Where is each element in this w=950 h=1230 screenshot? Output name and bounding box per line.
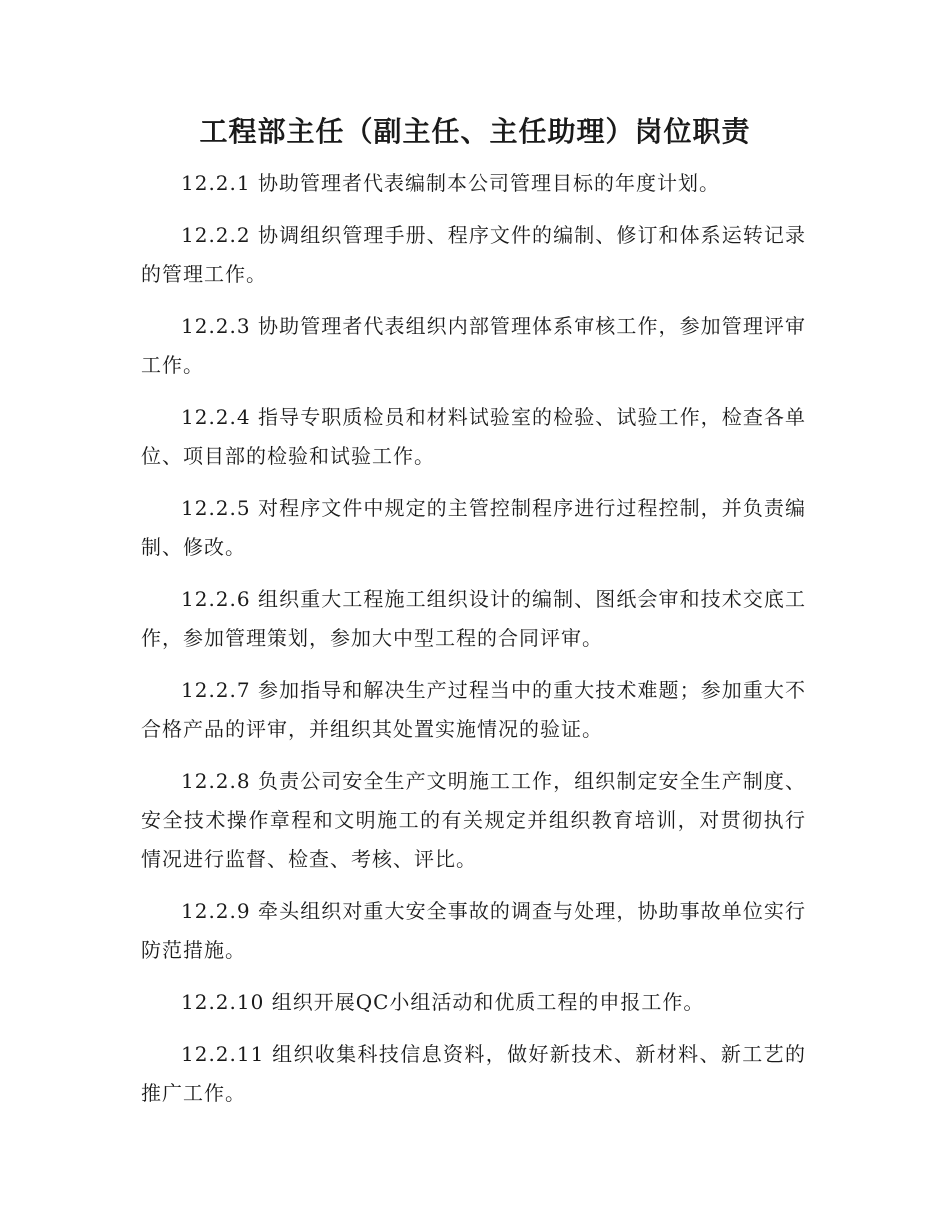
duty-paragraph-12-2-3: 12.2.3 协助管理者代表组织内部管理体系审核工作，参加管理评审工作。: [141, 314, 806, 377]
document-body: [141, 164, 806, 1126]
duty-paragraph-12-2-11: 12.2.11 组织收集科技信息资料，做好新技术、新材料、新工艺的推广工作。: [141, 1042, 806, 1105]
duty-paragraph-12-2-9: 12.2.9 牵头组织对重大安全事故的调查与处理，协助事故单位实行防范措施。: [141, 899, 806, 962]
document-title: 工程部主任（副主任、主任助理）岗位职责: [199, 115, 751, 148]
duty-paragraph-12-2-7: 12.2.7 参加指导和解决生产过程当中的重大技术难题；参加重大不合格产品的评审，并组织其处置实施情况的验证。: [141, 678, 806, 741]
duty-paragraph-12-2-5: 12.2.5 对程序文件中规定的主管控制程序进行过程控制，并负责编制、修改。: [141, 496, 806, 559]
duty-paragraph-12-2-6: 12.2.6 组织重大工程施工组织设计的编制、图纸会审和技术交底工作，参加管理策划，参加大中型工程的合同评审。: [141, 587, 806, 650]
duty-paragraph-12-2-10: 12.2.10 组织开展QC小组活动和优质工程的申报工作。: [181, 990, 705, 1014]
duty-paragraph-12-2-4: 12.2.4 指导专职质检员和材料试验室的检验、试验工作，检查各单位、项目部的检验和试验工作。: [141, 405, 806, 468]
duty-paragraph-12-2-2: 12.2.2 协调组织管理手册、程序文件的编制、修订和体系运转记录的管理工作。: [141, 223, 806, 286]
duty-paragraph-12-2-1: 12.2.1 协助管理者代表编制本公司管理目标的年度计划。: [181, 171, 720, 195]
duty-paragraph-12-2-8: 12.2.8 负责公司安全生产文明施工工作，组织制定安全生产制度、安全技术操作章程和文明施工的有关规定并组织教育培训，对贯彻执行情况进行监督、检查、考核、评比。: [141, 769, 806, 871]
